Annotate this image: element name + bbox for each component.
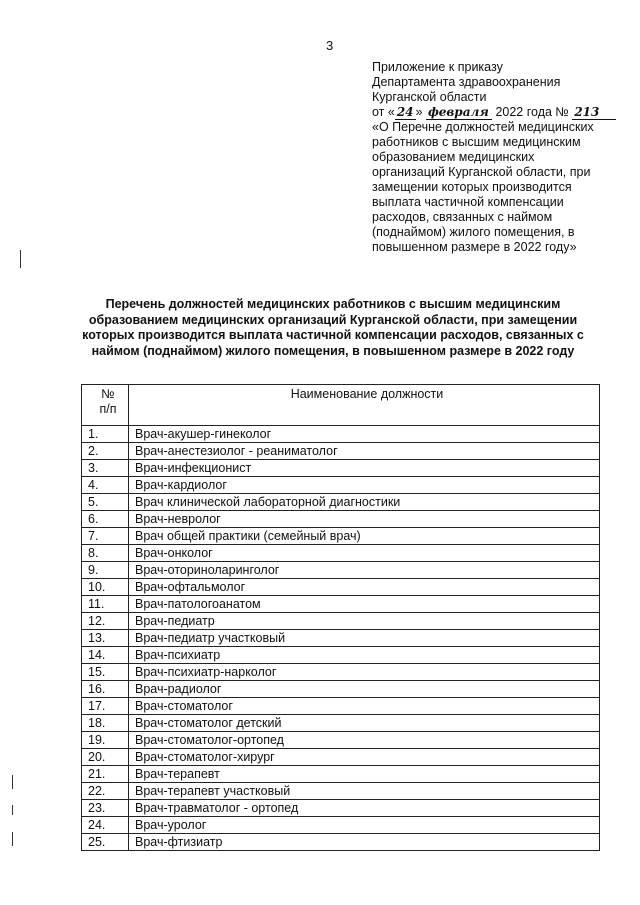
- row-position-name: Врач-анестезиолог - реаниматолог: [129, 443, 600, 460]
- table-row: [82, 579, 600, 596]
- table-row: [82, 715, 600, 732]
- row-position-name: Врач-психиатр: [129, 647, 600, 664]
- row-position-name: Врач-акушер-гинеколог: [129, 426, 600, 443]
- row-position-name: Врач-стоматолог-ортопед: [129, 732, 600, 749]
- row-number: 5.: [82, 494, 129, 511]
- row-number: 12.: [82, 613, 129, 630]
- appendix-subject-line: работников с высшим медицинским: [372, 135, 581, 149]
- scan-mark: [20, 250, 21, 268]
- date-year: 2022 года №: [495, 105, 569, 119]
- header-position-name: Наименование должности: [129, 385, 600, 426]
- handwritten-month: февраля: [426, 106, 492, 120]
- handwritten-day: 24: [396, 105, 414, 119]
- handwritten-order-number: 213: [572, 106, 616, 120]
- row-number: 2.: [82, 443, 129, 460]
- table-row: [82, 664, 600, 681]
- table-row: [82, 545, 600, 562]
- appendix-line: Курганской области: [372, 90, 487, 104]
- row-number: 3.: [82, 460, 129, 477]
- row-number: 18.: [82, 715, 129, 732]
- row-number: 14.: [82, 647, 129, 664]
- row-number: 25.: [82, 834, 129, 851]
- row-number: 17.: [82, 698, 129, 715]
- appendix-subject-line: расходов, связанных с наймом: [372, 210, 553, 224]
- appendix-subject-line: повышенном размере в 2022 году»: [372, 240, 577, 254]
- row-number: 8.: [82, 545, 129, 562]
- table-row: [82, 800, 600, 817]
- date-separator: »: [415, 105, 423, 119]
- table-body: [82, 426, 600, 851]
- row-position-name: Врач-педиатр: [129, 613, 600, 630]
- appendix-subject-line: организаций Курганской области, при: [372, 165, 591, 179]
- appendix-subject-line: замещении которых производится: [372, 180, 572, 194]
- row-position-name: Врач-фтизиатр: [129, 834, 600, 851]
- row-number: 16.: [82, 681, 129, 698]
- table-row: [82, 477, 600, 494]
- appendix-subject-line: образованием медицинских: [372, 150, 535, 164]
- row-position-name: Врач клинической лабораторной диагностики: [129, 494, 600, 511]
- table-row: [82, 834, 600, 851]
- table-row: [82, 596, 600, 613]
- scan-mark: [12, 805, 13, 815]
- row-number: 10.: [82, 579, 129, 596]
- row-position-name: Врач-онколог: [129, 545, 600, 562]
- row-position-name: Врач-стоматолог: [129, 698, 600, 715]
- table-row: [82, 749, 600, 766]
- row-number: 23.: [82, 800, 129, 817]
- row-position-name: Врач-оториноларинголог: [129, 562, 600, 579]
- positions-table: [81, 384, 600, 851]
- row-number: 9.: [82, 562, 129, 579]
- row-position-name: Врач-уролог: [129, 817, 600, 834]
- row-position-name: Врач-патологоанатом: [129, 596, 600, 613]
- table-row: [82, 766, 600, 783]
- header-number-line1: №: [101, 387, 115, 401]
- row-number: 6.: [82, 511, 129, 528]
- row-number: 4.: [82, 477, 129, 494]
- row-position-name: Врач общей практики (семейный врач): [129, 528, 600, 545]
- date-prefix: от «: [372, 105, 395, 119]
- scan-mark: [12, 775, 13, 789]
- table-row: [82, 817, 600, 834]
- table-row: [82, 528, 600, 545]
- row-number: 19.: [82, 732, 129, 749]
- row-number: 1.: [82, 426, 129, 443]
- table-row: [82, 647, 600, 664]
- table-row: [82, 443, 600, 460]
- table-row: [82, 613, 600, 630]
- appendix-header: [372, 60, 622, 255]
- appendix-line: Департамента здравоохранения: [372, 75, 561, 89]
- row-number: 15.: [82, 664, 129, 681]
- scan-mark: [12, 832, 13, 846]
- header-number-line2: п/п: [99, 402, 117, 416]
- appendix-subject-line: выплата частичной компенсации: [372, 195, 564, 209]
- table-row: [82, 783, 600, 800]
- appendix-date-line: [372, 105, 622, 120]
- row-position-name: Врач-психиатр-нарколог: [129, 664, 600, 681]
- row-number: 21.: [82, 766, 129, 783]
- row-number: 20.: [82, 749, 129, 766]
- table-row: [82, 460, 600, 477]
- table-row: [82, 732, 600, 749]
- appendix-subject-line: «О Перечне должностей медицинских: [372, 120, 594, 134]
- row-position-name: Врач-кардиолог: [129, 477, 600, 494]
- table-row: [82, 562, 600, 579]
- row-position-name: Врач-радиолог: [129, 681, 600, 698]
- table-row: [82, 681, 600, 698]
- table-row: [82, 426, 600, 443]
- row-position-name: Врач-травматолог - ортопед: [129, 800, 600, 817]
- table-row: [82, 511, 600, 528]
- row-position-name: Врач-терапевт: [129, 766, 600, 783]
- row-position-name: Врач-терапевт участковый: [129, 783, 600, 800]
- row-number: 7.: [82, 528, 129, 545]
- page-number: 3: [326, 38, 334, 53]
- header-number: [82, 385, 129, 426]
- table-row: [82, 494, 600, 511]
- row-number: 13.: [82, 630, 129, 647]
- row-number: 22.: [82, 783, 129, 800]
- row-number: 24.: [82, 817, 129, 834]
- row-number: 11.: [82, 596, 129, 613]
- table-row: [82, 698, 600, 715]
- row-position-name: Врач-стоматолог детский: [129, 715, 600, 732]
- row-position-name: Врач-педиатр участковый: [129, 630, 600, 647]
- row-position-name: Врач-стоматолог-хирург: [129, 749, 600, 766]
- table-row: [82, 630, 600, 647]
- appendix-line: Приложение к приказу: [372, 60, 503, 74]
- document-title: Перечень должностей медицинских работников с высшим медицинским образованием медицинских организаций Курганской области, при замещении которых производится выплата частичной компенсации расходов, связанных с наймом (поднаймом) жилого помещения, в повышенном размере в 2022 году: [82, 297, 584, 358]
- row-position-name: Врач-офтальмолог: [129, 579, 600, 596]
- appendix-subject-line: (поднаймом) жилого помещения, в: [372, 225, 575, 239]
- table-header-row: [82, 385, 600, 426]
- row-position-name: Врач-инфекционист: [129, 460, 600, 477]
- row-position-name: Врач-невролог: [129, 511, 600, 528]
